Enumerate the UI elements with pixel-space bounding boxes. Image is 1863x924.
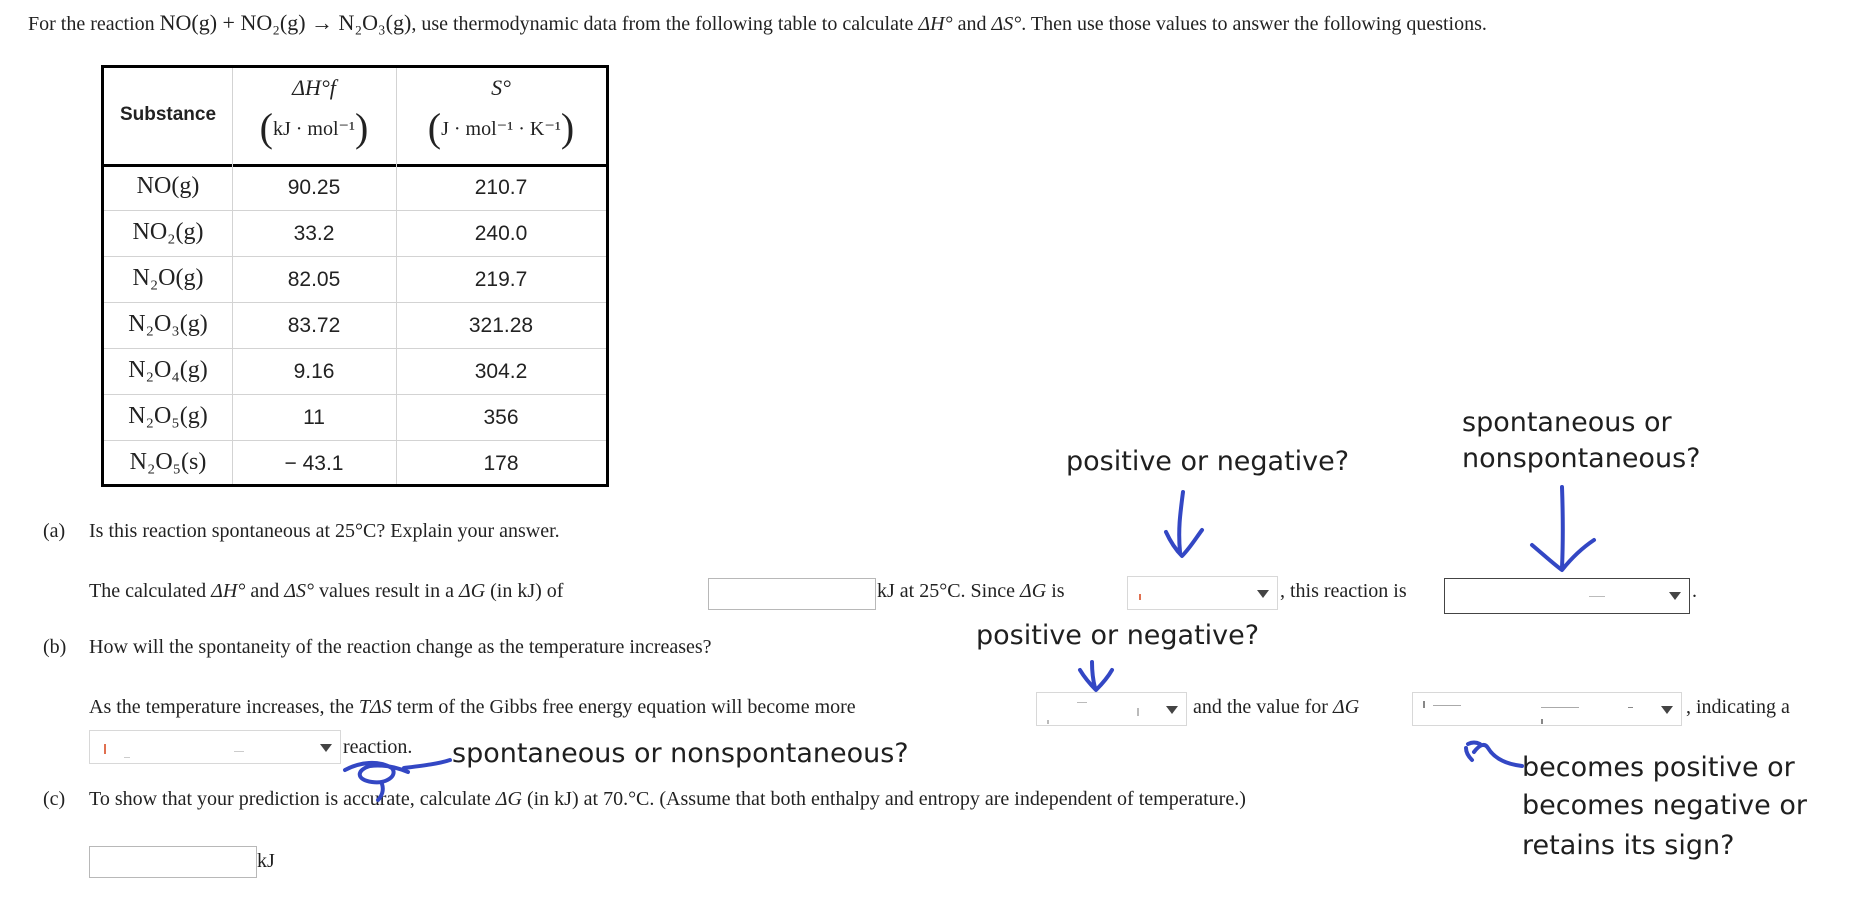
table-divider <box>104 302 606 303</box>
intro-prefix: For the reaction <box>28 13 155 35</box>
a-dG: ΔG <box>458 580 486 602</box>
S-unit-text: J · mol⁻¹ · K⁻¹ <box>441 118 561 140</box>
a-dS: ΔS° <box>284 580 314 602</box>
part-b-sentence-4: reaction. <box>343 736 413 758</box>
part-a-sentence <box>89 580 563 603</box>
b-text: and the value for <box>1193 696 1328 718</box>
table-divider <box>104 440 606 441</box>
dG-change-select[interactable] <box>1412 692 1682 726</box>
header-S: S° <box>491 75 511 100</box>
a-text: (in kJ) of <box>490 580 564 602</box>
spontaneity-trend-select[interactable] <box>89 730 341 764</box>
header-dHf: ΔH°f <box>292 75 336 100</box>
a-text: is <box>1051 580 1065 602</box>
dG-25C-input[interactable] <box>708 578 876 610</box>
chevron-down-icon <box>320 744 332 752</box>
cell-S: 304.2 <box>474 360 528 383</box>
annotation-note: becomes positive or <box>1522 752 1795 783</box>
intro-and: and <box>957 13 987 35</box>
table-divider <box>104 210 606 211</box>
cell-substance: N₂O(g) <box>132 265 204 291</box>
cell-S: 321.28 <box>468 314 534 337</box>
reaction-equation: NO(g) + NO₂(g) → N₂O₃(g) <box>159 10 412 35</box>
part-c-question <box>89 788 1246 811</box>
part-c-label: (c) <box>43 788 66 810</box>
table-divider <box>104 256 606 257</box>
kj-unit-label: kJ <box>257 850 275 872</box>
cell-dHf: 83.72 <box>287 314 341 337</box>
part-b-label: (b) <box>43 636 67 658</box>
intro-text <box>28 10 1487 36</box>
cell-S: 219.7 <box>474 268 528 291</box>
cell-dHf: − 43.1 <box>284 452 344 475</box>
b-text: As the temperature increases, the <box>89 696 354 718</box>
a-text: The calculated <box>89 580 207 602</box>
intro-suffix: . Then use those values to answer the following questions. <box>1021 13 1487 35</box>
part-b-sentence <box>89 696 856 719</box>
cell-substance: N₂O₃(g) <box>128 311 208 337</box>
a-text: values result in a <box>318 580 454 602</box>
part-a-label: (a) <box>43 520 66 542</box>
dG-sign-select[interactable] <box>1127 576 1278 610</box>
down-arrow-icon <box>1532 487 1594 570</box>
a-text: and <box>250 580 280 602</box>
intro-middle: , use thermodynamic data from the following table to calculate <box>411 13 914 35</box>
dHf-unit-text: kJ · mol⁻¹ <box>272 118 356 140</box>
b-TdS: TΔS <box>358 696 392 718</box>
a-dH: ΔH° <box>211 580 246 602</box>
part-a-sentence-2 <box>877 580 1065 603</box>
c-text: (in kJ) at 70.°C. (Assume that both enthalpy and entropy are independent of temperature.) <box>526 788 1246 810</box>
cell-S: 240.0 <box>474 222 528 245</box>
annotation-note: positive or negative? <box>1066 446 1350 477</box>
intro-dS: ΔS° <box>991 13 1022 35</box>
intro-dH: ΔH° <box>918 13 953 35</box>
cell-substance: NO₂(g) <box>132 219 204 245</box>
a-text: kJ at 25°C. Since <box>877 580 1015 602</box>
annotation-note: positive or negative? <box>976 620 1260 651</box>
annotation-note: retains its sign? <box>1522 830 1735 861</box>
c-text: To show that your prediction is accurate, calculate <box>89 788 491 810</box>
chevron-down-icon <box>1669 592 1681 600</box>
c-dG: ΔG <box>495 788 522 810</box>
table-divider <box>104 348 606 349</box>
cell-dHf: 82.05 <box>287 268 341 291</box>
header-S-unit: (J · mol⁻¹ · K⁻¹) <box>427 105 575 150</box>
chevron-down-icon <box>1661 706 1673 714</box>
cell-dHf: 11 <box>303 406 325 429</box>
table-divider <box>104 394 606 395</box>
cell-dHf: 9.16 <box>293 360 335 383</box>
dG-70C-input[interactable] <box>89 846 257 878</box>
cell-dHf: 33.2 <box>293 222 335 245</box>
down-arrow-icon <box>1166 492 1202 556</box>
TdS-sign-select[interactable] <box>1036 692 1187 726</box>
down-arrow-icon <box>1080 662 1112 690</box>
annotation-note: spontaneous or nonspontaneous? <box>452 738 909 769</box>
cell-substance: N₂O₅(s) <box>129 449 207 475</box>
a-dG: ΔG <box>1020 580 1047 602</box>
annotation-note: becomes negative or <box>1522 790 1807 821</box>
thermo-data-table <box>101 65 609 487</box>
annotation-note: spontaneous or <box>1462 407 1672 438</box>
part-a-sentence-3: , this reaction is <box>1280 580 1407 602</box>
chevron-down-icon <box>1166 706 1178 714</box>
hook-arrow-icon <box>1466 743 1522 767</box>
part-b-sentence-2 <box>1193 696 1359 719</box>
part-b-sentence-3: , indicating a <box>1686 696 1790 718</box>
cell-S: 210.7 <box>474 176 528 199</box>
part-a-question: Is this reaction spontaneous at 25°C? Explain your answer. <box>89 520 560 542</box>
header-substance: Substance <box>119 104 217 125</box>
part-a-end: . <box>1692 580 1697 602</box>
header-dHf-unit: (kJ · mol⁻¹) <box>259 105 369 150</box>
b-dG: ΔG <box>1332 696 1360 718</box>
part-b-question: How will the spontaneity of the reaction change as the temperature increases? <box>89 636 712 658</box>
annotation-note: nonspontaneous? <box>1462 443 1701 474</box>
spontaneity-select[interactable] <box>1444 578 1690 614</box>
cell-S: 356 <box>483 406 519 429</box>
chevron-down-icon <box>1257 590 1269 598</box>
cell-S: 178 <box>483 452 519 475</box>
b-text: term of the Gibbs free energy equation will become more <box>396 696 856 718</box>
cell-dHf: 90.25 <box>287 176 341 199</box>
table-header <box>104 68 606 167</box>
cell-substance: N₂O₅(g) <box>128 403 208 429</box>
cell-substance: N₂O₄(g) <box>128 357 208 383</box>
cell-substance: NO(g) <box>136 173 200 199</box>
